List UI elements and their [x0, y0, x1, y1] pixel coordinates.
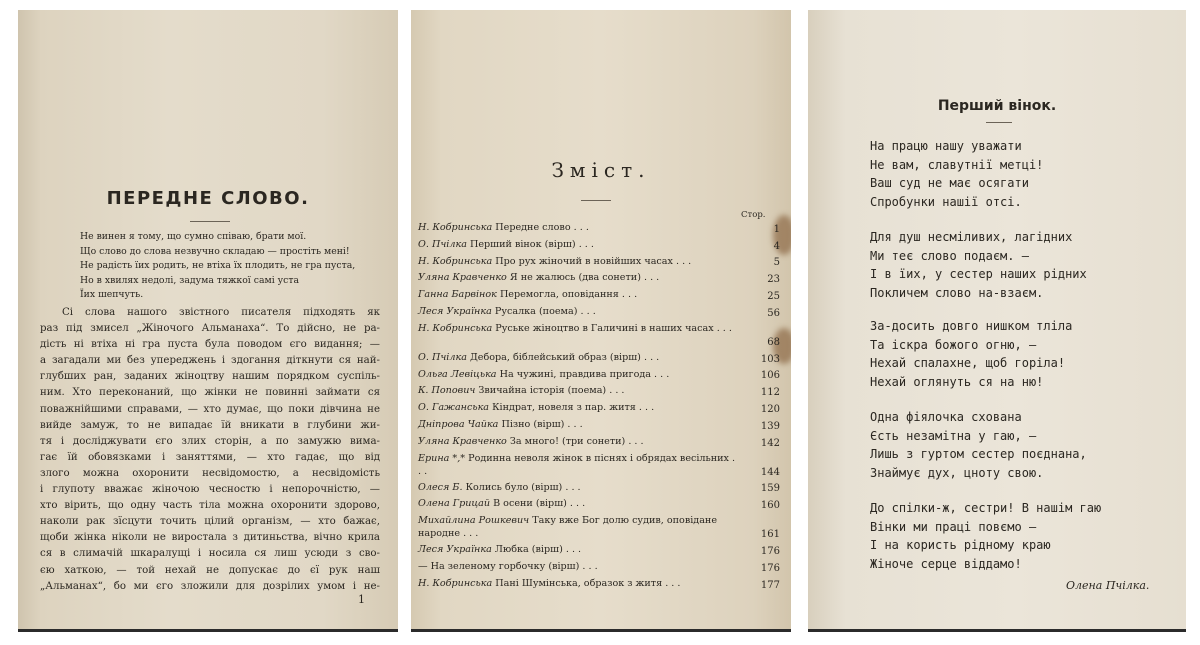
toc-entry-text: [418, 577, 736, 590]
page-column-header: Стор.: [741, 210, 766, 220]
toc-work-title: Перший вінок (вірш): [470, 238, 576, 250]
toc-author: Н. Кобринська: [418, 222, 493, 233]
toc-author: Н. Кобринська: [418, 255, 493, 267]
toc-work-title: Звичайна історія (поема): [478, 385, 607, 397]
toc-author: О. Гажанська: [418, 402, 490, 414]
poem-line: За-досить довго нишком тліла: [870, 319, 1073, 333]
right-page-poem: [808, 10, 1186, 632]
toc-page-number: 106: [760, 370, 780, 382]
toc-entry-text: [418, 560, 736, 573]
toc-entry: [418, 452, 780, 481]
toc-leader-dots: . . .: [651, 368, 670, 380]
toc-entry-text: [418, 238, 736, 251]
toc-page-number: 5: [773, 257, 780, 269]
toc-page-number: 112: [760, 387, 780, 399]
toc-work-title: Родинна неволя жінок в піснях і обрядах весільних: [468, 452, 729, 464]
poem-line: Спробунки нашії отсі.: [870, 194, 1022, 209]
toc-entry: [418, 384, 780, 401]
toc-entry-text: [418, 481, 736, 494]
toc-author: О. Пчілка: [418, 351, 467, 363]
body-line: дість ні втіха ні гра пуста була поводом єго видання; —: [40, 339, 380, 351]
toc-entry-text: [418, 351, 736, 364]
title-divider: [986, 122, 1012, 123]
poem-line: Ми теє слово подаєм. —: [870, 248, 1029, 263]
toc-work-title: Кіндрат, новеля з пар. житя: [492, 402, 636, 414]
poem-line: Лишь з гуртом сестер поєднана,: [870, 447, 1087, 462]
toc-entry: [418, 322, 780, 351]
toc-entry: [418, 514, 780, 543]
toc-work-title: Дебора, біблейський образ (вірш): [470, 351, 641, 363]
body-line: глубших ран, заданих жіноцтву нашим порядком суспіль-: [40, 371, 380, 383]
body-line: і глупоту вважає жіночою чесностю і непорочністю, —: [40, 484, 380, 496]
toc-page-number: 176: [760, 545, 780, 557]
toc-entry-text: [418, 452, 736, 478]
toc-entry: [418, 271, 780, 288]
body-line: хто вірить, що одну часть тіла можна охоронити здорово,: [40, 500, 380, 512]
toc-entry: [418, 560, 780, 577]
toc-work-title: Таку вже Бог долю судив, оповідане народне: [418, 515, 717, 540]
toc-author: К. Попович: [418, 385, 476, 397]
toc-leader-dots: . . .: [564, 418, 583, 430]
toc-page-number: 56: [767, 307, 780, 319]
body-line: ся в слимачій шкаралущі і носила ся лиш усюди з сво-: [40, 548, 380, 560]
toc-page-number: 1: [773, 223, 780, 235]
toc-page-number: 103: [760, 353, 780, 365]
toc-entry: [418, 221, 780, 238]
poem-line: Та іскра божого огню, —: [870, 337, 1037, 352]
poem-stanza: [808, 317, 1186, 391]
toc-page-number: 23: [767, 274, 780, 286]
toc-leader-dots: . . .: [640, 272, 660, 284]
page-bottom-edge: [808, 629, 1186, 632]
toc-author: —: [418, 560, 428, 572]
body-line: поважнійшими справами, — хто думає, що поки дівчина не: [40, 403, 380, 415]
toc-entry-text: [418, 368, 736, 381]
toc-work-title: В осени (вірш): [493, 498, 567, 510]
body-line: єю хаткою, — той нехай не допускає до єї рук наш: [40, 564, 380, 576]
toc-entry-text: [418, 497, 736, 510]
body-line: тя і досліджувати єго злих сторін, а по замужю вима-: [40, 435, 380, 447]
toc-entry: [418, 497, 780, 514]
toc-page-number: 142: [760, 437, 780, 449]
toc-entry-text: [418, 305, 736, 318]
body-line: ним. Хто переконаний, що жінки не повинні займати ся: [40, 387, 380, 399]
poem-line: Ваш суд не має осягати: [870, 176, 1029, 191]
toc-entry: [418, 435, 780, 452]
poem-line: Одна фіялочка схована: [870, 410, 1022, 424]
toc-leader-dots: . . .: [562, 481, 581, 493]
toc-entry: [418, 577, 780, 594]
toc-entry-text: [418, 271, 736, 284]
toc-entry: [418, 481, 780, 498]
toc-entry-text: [418, 322, 736, 335]
toc-page-number: 160: [760, 500, 780, 512]
toc-author: Леся Українка: [418, 305, 492, 317]
toc-entry-text: [418, 418, 736, 431]
body-line: гає їй обовязками і заняттями, — хто гадає, що від: [40, 451, 380, 463]
preface-title: ПЕРЕДНЕ СЛОВО.: [106, 188, 310, 209]
poem-line: Нехай спалахне, щоб горіла!: [870, 356, 1066, 371]
poem-stanza: [808, 228, 1186, 302]
poem-line: До спілки-ж, сестри! В нашім гаю: [870, 501, 1102, 515]
left-page-preface: [18, 10, 398, 632]
toc-entry: [418, 543, 780, 560]
poem-line: На працю нашу уважати: [870, 139, 1022, 153]
epigraph-line: Не винен я тому, що сумно співаю, брати мої.: [80, 231, 307, 242]
toc-author: Олена Грицай: [418, 498, 491, 510]
body-line: „Альманах“, бо ми єго зложили для дозрілих умом і не-: [40, 580, 380, 592]
toc-leader-dots: . . .: [579, 560, 598, 572]
page-number: 1: [358, 593, 365, 606]
toc-work-title: Про рух жіночий в новійших часах: [495, 255, 673, 267]
poem-line: Знаймує дух, цноту свою.: [870, 465, 1044, 480]
poem-line: Жіноче серце віддамо!: [870, 556, 1022, 571]
toc-work-title: На зеленому горбочку (вірш): [430, 560, 580, 572]
toc-author: Михайлина Рошкевич: [418, 515, 530, 527]
toc-entry: [418, 351, 780, 368]
toc-author: Н. Кобринська: [418, 322, 493, 334]
body-line: а загадали ми без упереджень і здогання діткнути ся най-: [40, 355, 380, 367]
toc-entry: [418, 418, 780, 435]
toc-page-number: 25: [767, 290, 780, 302]
toc-work-title: Пані Шумінська, образок з житя: [495, 577, 663, 589]
toc-leader-dots: . . .: [566, 498, 586, 510]
toc-page-number: 176: [760, 562, 780, 574]
toc-work-title: Передне слово: [495, 222, 571, 233]
poem-line: І в їих, у сестер наших рідних: [870, 267, 1087, 282]
epigraph-line: Но в хвилях недолі, задума тяжкої самі уста: [80, 274, 300, 286]
body-line: злого можна охоронити несвідомостю, а несвідомість: [40, 467, 380, 479]
toc-author: Олеся Б.: [418, 481, 463, 493]
toc-entry-text: [418, 288, 736, 301]
toc-work-title: Пізно (вірш): [501, 418, 565, 430]
toc-page-number: 139: [760, 420, 780, 432]
toc-author: Ганна Барвінок: [418, 289, 497, 301]
toc-author: Дніпрова Чайка: [418, 418, 499, 430]
body-line: раз під змисел „Жіночого Альманаха“. То дійсно, не ра-: [40, 323, 380, 335]
toc-author: Уляна Кравченко: [418, 435, 507, 447]
toc-page-number: 177: [760, 579, 780, 591]
toc-leader-dots: . . .: [562, 544, 582, 556]
toc-entry-text: [418, 221, 736, 234]
toc-leader-dots: . . .: [640, 351, 660, 363]
poem-line: Нехай оглянуть ся на ню!: [870, 374, 1044, 389]
toc-entry: [418, 305, 780, 322]
body-line: наколи рак зїсцути точить цілий організм, — хто бажає,: [40, 516, 380, 528]
toc-leader-dots: . . .: [575, 238, 594, 250]
poem-line: Єсть незамітна у гаю, —: [870, 428, 1037, 443]
epigraph: [80, 230, 390, 303]
toc-leader-dots: . . .: [577, 305, 596, 317]
poem-line: І на користь рідному краю: [870, 538, 1051, 553]
toc-leader-dots: . . .: [606, 385, 625, 397]
toc-entry-text: [418, 543, 736, 556]
toc-author: Н. Кобринська: [418, 577, 493, 589]
toc-work-title: Я не жалюсь (два сонети): [509, 272, 641, 284]
poem-title: Перший вінок.: [937, 98, 1057, 114]
poem-stanza: [808, 408, 1186, 482]
body-line: Сі слова нашого звістного писателя підходять як: [62, 307, 380, 318]
toc-author: Уляна Кравченко: [418, 272, 507, 284]
toc-leader-dots: . . .: [460, 528, 479, 540]
toc-work-title: Руське жіноцтво в Галичині в наших часах: [495, 322, 714, 334]
toc-entry-text: [418, 255, 736, 268]
toc-entry-text: [418, 435, 736, 448]
toc-page-number: 159: [760, 483, 780, 495]
epigraph-line: Що слово до слова незвучно складаю — простіть мені!: [80, 245, 350, 257]
poem-signature: Олена Пчілка.: [1066, 579, 1150, 592]
toc-page-number: 68: [767, 336, 780, 348]
toc-work-title: Любка (вірш): [494, 544, 563, 556]
title-divider: [581, 200, 611, 201]
toc-entry-text: [418, 401, 736, 414]
body-line: щоби жінка ніколи не виростала з дитиньства, вічно крила: [40, 532, 380, 544]
toc-leader-dots: . . .: [672, 255, 692, 267]
toc-leader-dots: . . .: [570, 222, 589, 233]
toc-leader-dots: . . .: [618, 289, 638, 301]
poem-line: Покличем слово на-взаєм.: [870, 285, 1044, 300]
contents-title: Зміст.: [551, 158, 651, 182]
poem-stanza: [808, 137, 1186, 211]
page-bottom-edge: [18, 629, 398, 632]
toc-entry: [418, 288, 780, 305]
preface-body: [40, 305, 380, 595]
toc-leader-dots: . . .: [418, 452, 736, 477]
toc-entry: [418, 255, 780, 272]
page-bottom-edge: [411, 629, 791, 632]
poem-line: Вінки ми праці повємо —: [870, 519, 1037, 534]
toc-page-number: 4: [773, 240, 780, 252]
epigraph-line: Їих шепчуть.: [80, 289, 144, 300]
poem-line: Для душ несміливих, лагідних: [870, 230, 1073, 244]
title-divider: [190, 221, 230, 222]
toc-entry: [418, 238, 780, 255]
toc-entry: [418, 368, 780, 385]
toc-author: О. Пчілка: [418, 238, 467, 250]
toc-author: Ерина *,*: [418, 452, 466, 464]
toc-entry: [418, 401, 780, 418]
toc-leader-dots: . . .: [635, 402, 655, 414]
toc-work-title: За много! (три сонети): [509, 435, 626, 447]
contents-list: [418, 221, 780, 594]
poem-stanza: [808, 499, 1186, 573]
toc-page-number: 161: [760, 529, 780, 541]
toc-leader-dots: . . .: [662, 577, 681, 589]
body-line: вийде замуж, то не випадає їй вникати в глубини жи-: [40, 419, 380, 431]
toc-author: Ольга Левіцька: [418, 368, 497, 380]
toc-page-number: 144: [760, 466, 780, 478]
toc-author: Леся Українка: [418, 544, 492, 556]
toc-work-title: На чужині, правдива пригода: [499, 368, 651, 380]
toc-work-title: Колись було (вірш): [465, 481, 563, 493]
toc-entry-text: [418, 514, 736, 540]
epigraph-line: Не радість їих родить, не втіха їх плодить, не гра пуста,: [80, 260, 356, 271]
toc-entry-text: [418, 384, 736, 397]
toc-page-number: 120: [760, 403, 780, 415]
toc-leader-dots: . . .: [625, 435, 644, 447]
poem-line: Не вам, славутнії метці!: [870, 157, 1044, 172]
toc-work-title: Русалка (поема): [494, 305, 578, 317]
middle-page-contents: [411, 10, 791, 632]
toc-leader-dots: . . .: [713, 322, 732, 334]
toc-work-title: Перемогла, оповідання: [499, 289, 619, 301]
